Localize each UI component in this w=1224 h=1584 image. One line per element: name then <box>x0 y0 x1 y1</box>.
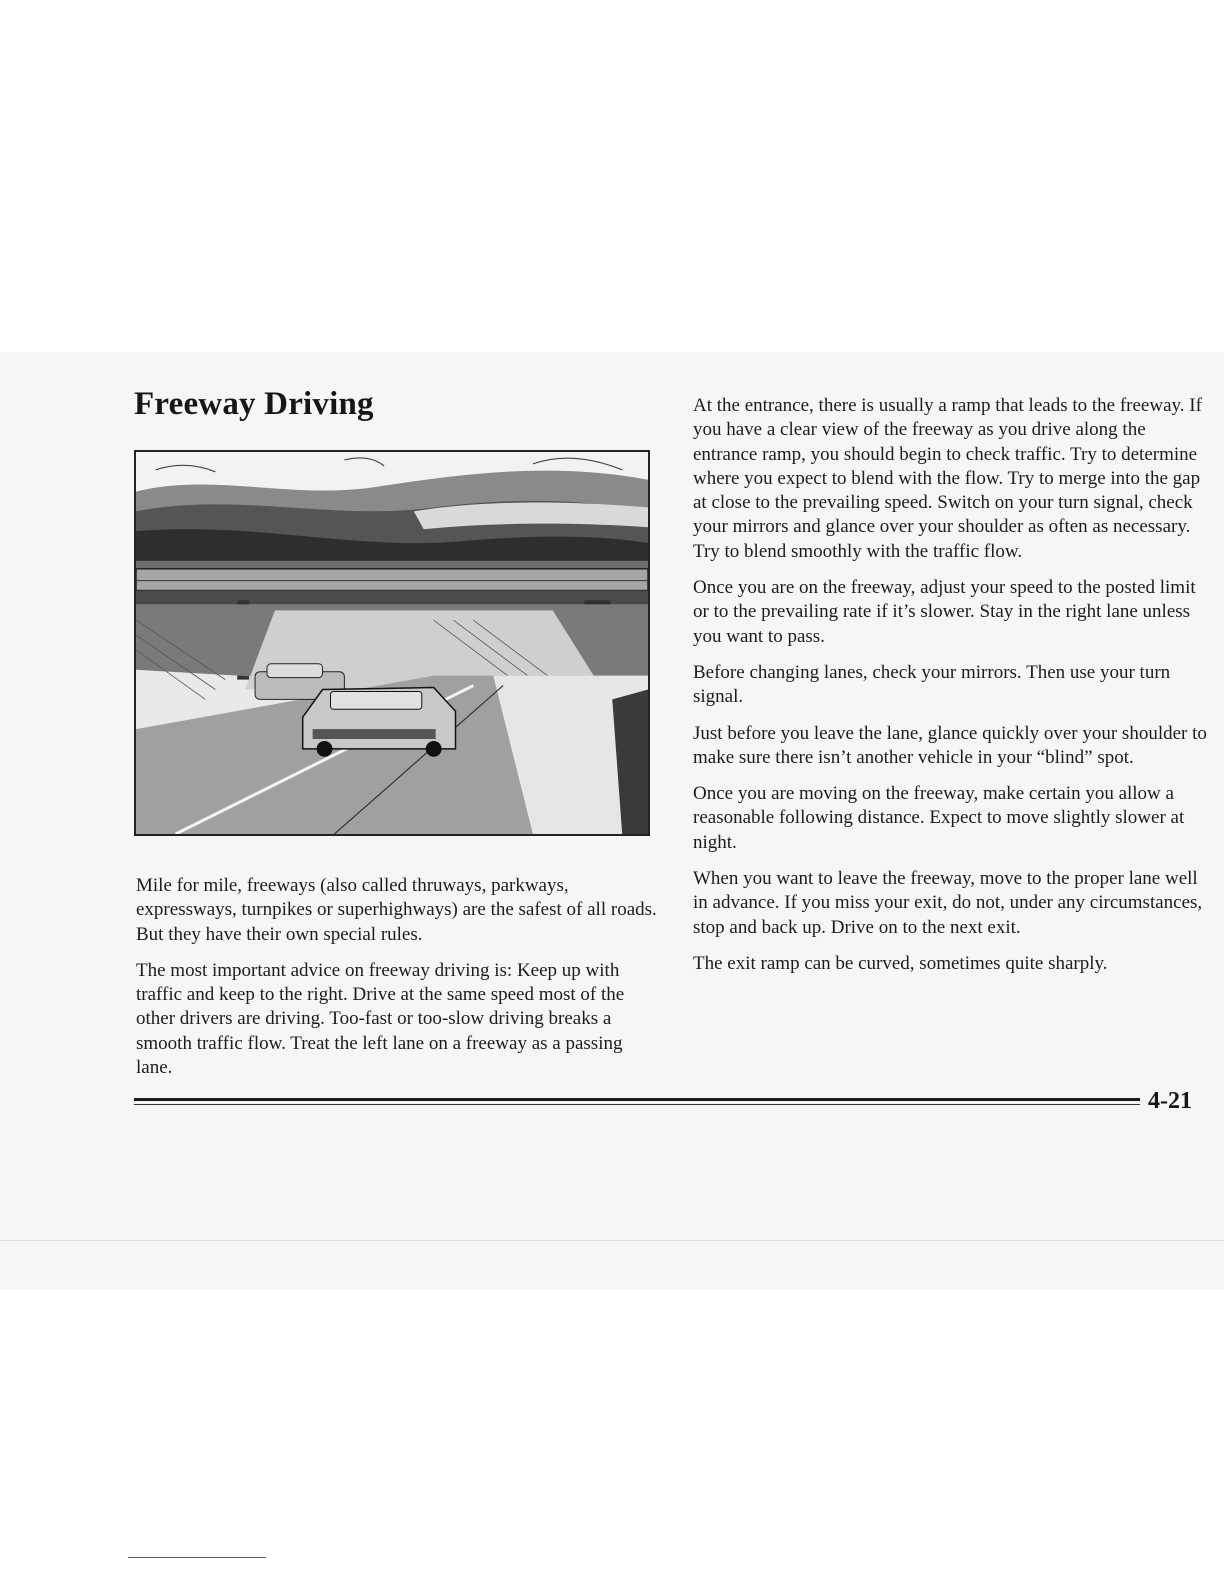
right-column-text <box>693 394 1209 988</box>
body-paragraph: Once you are moving on the freeway, make certain you allow a reasonable following distance. Expect to move slightly slower at night. <box>693 783 1185 853</box>
freeway-overpass-illustration <box>134 450 650 836</box>
footer-rule <box>134 1098 1140 1101</box>
left-column-text <box>136 874 660 1092</box>
body-paragraph: At the entrance, there is usually a ramp that leads to the freeway. If you have a clear view of the freeway as you drive along the entrance ramp, you should begin to check traffic. Try to determine where you expect to blend with the flow. Try to merge into the gap at close to the prevailing speed. Switch on your turn signal, check your mirrors and glance over your shoulder as often as necessary. Try to blend smoothly with the traffic flow. <box>693 395 1202 562</box>
body-paragraph: When you want to leave the freeway, move to the proper lane well in advance. If you miss your exit, do not, under any circumstances, stop and back up. Drive on to the next exit. <box>693 868 1203 938</box>
page-number: 4-21 <box>1148 1088 1192 1114</box>
body-paragraph: The most important advice on freeway driving is: Keep up with traffic and keep to the right. Drive at the same speed most of the other drivers are driving. Too-fast or too-slow driving breaks a smooth traffic flow. Treat the left lane on a freeway as a passing lane. <box>136 959 625 1079</box>
body-paragraph: Before changing lanes, check your mirrors. Then use your turn signal. <box>693 661 1171 708</box>
footer-rule-thin <box>134 1104 1140 1105</box>
freeway-illustration-svg <box>136 452 648 834</box>
body-paragraph: Once you are on the freeway, adjust your speed to the posted limit or to the prevailing rate if it’s slower. Stay in the right lane unless you want to pass. <box>693 577 1196 647</box>
link-underline <box>128 1557 266 1558</box>
body-paragraph: The exit ramp can be curved, sometimes quite sharply. <box>693 952 1108 974</box>
page-heading: Freeway Driving <box>134 386 374 422</box>
body-paragraph: Just before you leave the lane, glance quickly over your shoulder to make sure there isn’t another vehicle in your “blind” spot. <box>693 722 1207 768</box>
scan-edge-line <box>0 1240 1224 1241</box>
body-paragraph: Mile for mile, freeways (also called thruways, parkways, expressways, turnpikes or superhighways) are the safest of all roads. But they have their own special rules. <box>136 875 657 945</box>
